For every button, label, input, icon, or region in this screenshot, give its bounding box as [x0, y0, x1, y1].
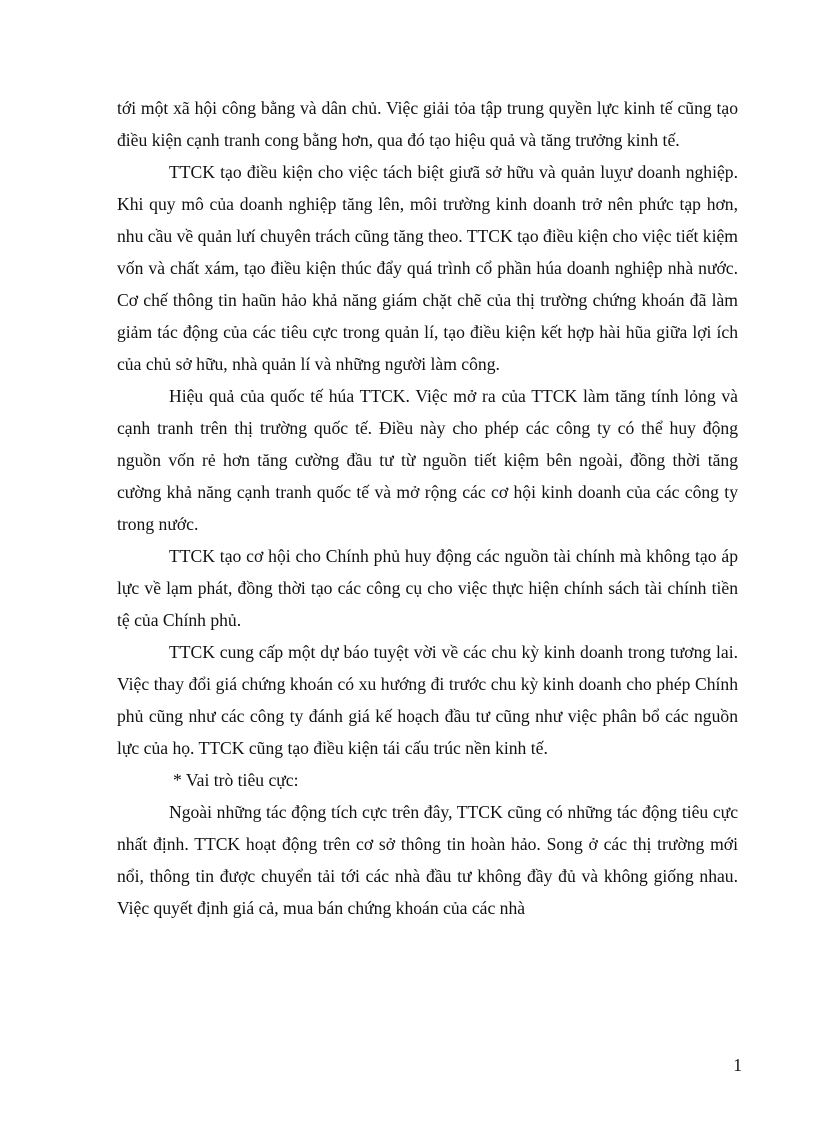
paragraph-ownership-separation: TTCK tạo điều kiện cho việc tách biệt giưã sở hữu và quản luỵư doanh nghiệp. Khi quy mô của doanh nghiệp tăng lên, môi trường kinh doanh trở nên phức tạp hơn, nhu cầu về quản lưí chuyên trách cũng tăng theo. TTCK tạo điều kiện cho việc tiết kiệm vốn và chất xám, tạo điều kiện thúc đẩy quá trình cổ phần húa doanh nghiệp nhà nước. Cơ chế thông tin haũn hảo khả năng giám chặt chẽ của thị trường chứng khoán đã làm giảm tác động của các tiêu cực trong quản lí, tạo điều kiện kết hợp hài hũa giữa lợi ích của chủ sở hữu, nhà quản lí và những người làm công.: [117, 162, 738, 374]
paragraph-business-cycle-forecast: TTCK cung cấp một dự báo tuyệt vời về các chu kỳ kinh doanh trong tương lai. Việc thay đổi giá chứng khoán có xu hướng đi trước chu kỳ kinh doanh cho phép Chính phủ cũng như các công ty đánh giá kế hoạch đầu tư cũng như việc phân bổ các nguồn lực của họ. TTCK cũng tạo điều kiện tái cấu trúc nền kinh tế.: [117, 642, 738, 758]
paragraph-internationalization: Hiệu quả của quốc tế húa TTCK. Việc mở ra của TTCK làm tăng tính lỏng và cạnh tranh trên thị trường quốc tế. Điều này cho phép các công ty có thể huy động nguồn vốn rẻ hơn tăng cường đầu tư từ nguồn tiết kiệm bên ngoài, đồng thời tăng cường khả năng cạnh tranh quốc tế và mở rộng các cơ hội kinh doanh của các công ty trong nước.: [117, 386, 738, 534]
body-text: [117, 92, 738, 924]
paragraph-negative-effects: Ngoài những tác động tích cực trên đây, TTCK cũng có những tác động tiêu cực nhất định. TTCK hoạt động trên cơ sở thông tin hoàn hảo. Song ở các thị trường mới nổi, thông tin được chuyển tải tới các nhà đầu tư không đầy đủ và không giống nhau. Việc quyết định giá cả, mua bán chứng khoán của các nhà: [117, 802, 738, 918]
page-number: 1: [733, 1055, 742, 1075]
section-heading-negative-role: * Vai trò tiêu cực:: [173, 770, 299, 790]
paragraph-continuation: tới một xã hội công bằng và dân chủ. Việc giải tỏa tập trung quyền lực kinh tế cũng tạo điều kiện cạnh tranh cong bằng hơn, qua đó tạo hiệu quả và tăng trưởng kinh tế.: [117, 98, 738, 150]
paragraph-government-finance: TTCK tạo cơ hội cho Chính phủ huy động các nguồn tài chính mà không tạo áp lực về lạm phát, đồng thời tạo các công cụ cho việc thực hiện chính sách tài chính tiền tệ của Chính phủ.: [117, 546, 738, 630]
